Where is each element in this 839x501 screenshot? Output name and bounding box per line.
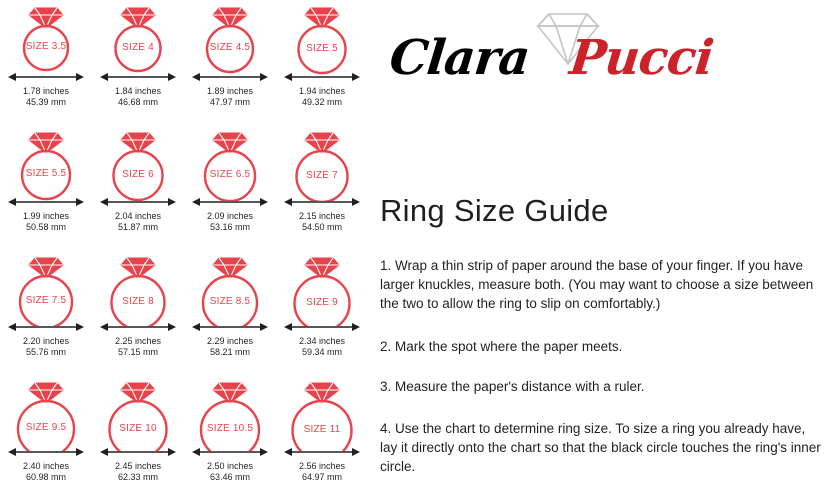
measurement-inches: 2.40 inches bbox=[22, 461, 70, 471]
ring-illustration bbox=[92, 250, 184, 328]
ring-size-cell bbox=[92, 0, 184, 125]
ring-measurement bbox=[92, 336, 184, 358]
ring-measurement bbox=[92, 211, 184, 233]
ring-size-chart bbox=[0, 0, 368, 501]
ring-size-label: SIZE 10 bbox=[119, 422, 157, 434]
measurement-mm: 49.32 mm bbox=[301, 97, 343, 107]
guide-step-3: 3. Measure the paper's distance with a ruler. bbox=[380, 379, 645, 394]
measurement-inches: 2.25 inches bbox=[114, 336, 162, 346]
ring-measurement bbox=[184, 461, 276, 483]
measurement-mm: 59.34 mm bbox=[301, 347, 343, 357]
ring-size-cell bbox=[92, 375, 184, 500]
measurement-mm: 46.68 mm bbox=[117, 97, 159, 107]
diameter-arrow-icon bbox=[0, 195, 92, 207]
measurement-inches: 2.20 inches bbox=[22, 336, 70, 346]
measurement-inches: 2.45 inches bbox=[114, 461, 162, 471]
ring-size-cell bbox=[92, 125, 184, 250]
page-title: Ring Size Guide bbox=[380, 193, 609, 228]
ring-size-label: SIZE 5.5 bbox=[25, 168, 67, 179]
measurement-mm: 47.97 mm bbox=[209, 97, 251, 107]
ring-size-cell bbox=[184, 250, 276, 375]
ring-measurement bbox=[0, 211, 92, 233]
measurement-mm: 60.98 mm bbox=[25, 472, 67, 482]
diameter-arrow-icon bbox=[184, 320, 276, 332]
ring-illustration bbox=[0, 0, 92, 78]
measurement-inches: 1.89 inches bbox=[206, 86, 254, 96]
right-panel bbox=[368, 0, 839, 501]
ring-illustration bbox=[92, 0, 184, 78]
ring-size-label: SIZE 6.5 bbox=[209, 169, 251, 180]
ring-size-cell bbox=[0, 125, 92, 250]
ring-illustration bbox=[276, 375, 368, 453]
measurement-mm: 50.58 mm bbox=[25, 222, 67, 232]
guide-step-2: 2. Mark the spot where the paper meets. bbox=[380, 339, 623, 354]
ring-size-cell bbox=[0, 0, 92, 125]
measurement-inches: 2.29 inches bbox=[206, 336, 254, 346]
ring-size-label: SIZE 10.5 bbox=[206, 423, 254, 434]
ring-illustration bbox=[0, 250, 92, 328]
ring-measurement bbox=[184, 336, 276, 358]
ring-illustration bbox=[276, 250, 368, 328]
measurement-inches: 2.50 inches bbox=[206, 461, 254, 471]
ring-illustration bbox=[184, 375, 276, 453]
ring-size-cell bbox=[184, 125, 276, 250]
ring-measurement bbox=[184, 86, 276, 108]
ring-size-cell bbox=[276, 250, 368, 375]
measurement-mm: 54.50 mm bbox=[301, 222, 343, 232]
measurement-inches: 1.94 inches bbox=[298, 86, 346, 96]
ring-illustration bbox=[276, 125, 368, 203]
ring-size-cell bbox=[0, 375, 92, 500]
ring-measurement bbox=[276, 336, 368, 358]
diameter-arrow-icon bbox=[184, 445, 276, 457]
diameter-arrow-icon bbox=[92, 320, 184, 332]
ring-measurement bbox=[276, 461, 368, 483]
measurement-inches: 2.34 inches bbox=[298, 336, 346, 346]
ring-size-label: SIZE 11 bbox=[303, 423, 341, 435]
measurement-inches: 1.78 inches bbox=[22, 86, 70, 96]
measurement-mm: 63.46 mm bbox=[209, 472, 251, 482]
diameter-arrow-icon bbox=[184, 70, 276, 82]
measurement-mm: 64.97 mm bbox=[301, 472, 343, 482]
guide-step-4: 4. Use the chart to determine ring size. To size a ring you already have, lay it directly onto the chart so that the black circle touches the ring's inner circle. bbox=[380, 421, 821, 474]
ring-illustration bbox=[0, 125, 92, 203]
ring-size-cell bbox=[184, 0, 276, 125]
measurement-mm: 57.15 mm bbox=[117, 347, 159, 357]
ring-size-label: SIZE 8 bbox=[122, 295, 154, 307]
ring-illustration bbox=[0, 375, 92, 453]
diameter-arrow-icon bbox=[0, 445, 92, 457]
diameter-arrow-icon bbox=[276, 320, 368, 332]
measurement-inches: 2.56 inches bbox=[298, 461, 346, 471]
ring-size-label: SIZE 7 bbox=[306, 169, 338, 181]
ring-size-label: SIZE 4.5 bbox=[209, 42, 251, 53]
brand-logo bbox=[378, 6, 778, 101]
diameter-arrow-icon bbox=[276, 70, 368, 82]
ring-illustration bbox=[276, 0, 368, 78]
ring-illustration bbox=[92, 375, 184, 453]
logo-text-clara: Clara bbox=[387, 30, 532, 86]
ring-measurement bbox=[92, 461, 184, 483]
ring-measurement bbox=[92, 86, 184, 108]
measurement-mm: 58.21 mm bbox=[209, 347, 251, 357]
ring-size-label: SIZE 9.5 bbox=[25, 422, 67, 433]
measurement-inches: 1.84 inches bbox=[114, 86, 162, 96]
diameter-arrow-icon bbox=[276, 445, 368, 457]
ring-size-label: SIZE 3.5 bbox=[25, 41, 67, 52]
ring-illustration bbox=[92, 125, 184, 203]
diameter-arrow-icon bbox=[0, 70, 92, 82]
ring-size-cell bbox=[184, 375, 276, 500]
measurement-mm: 62.33 mm bbox=[117, 472, 159, 482]
measurement-mm: 53.16 mm bbox=[209, 222, 251, 232]
measurement-mm: 45.39 mm bbox=[25, 97, 67, 107]
ring-size-cell bbox=[0, 250, 92, 375]
ring-size-label: SIZE 7.5 bbox=[25, 295, 67, 306]
measurement-inches: 2.15 inches bbox=[298, 211, 346, 221]
ring-measurement bbox=[0, 86, 92, 108]
ring-illustration bbox=[184, 0, 276, 78]
ring-size-cell bbox=[276, 0, 368, 125]
measurement-inches: 2.04 inches bbox=[114, 211, 162, 221]
diameter-arrow-icon bbox=[92, 195, 184, 207]
diameter-arrow-icon bbox=[92, 70, 184, 82]
diameter-arrow-icon bbox=[184, 195, 276, 207]
ring-size-cell bbox=[92, 250, 184, 375]
measurement-mm: 51.87 mm bbox=[117, 222, 159, 232]
guide-step-1: 1. Wrap a thin strip of paper around the base of your finger. If you have larger knuckles, measure both. (You may want to choose a size between the two to allow the ring to slip on comfortably.) bbox=[380, 258, 814, 311]
measurement-inches: 1.99 inches bbox=[22, 211, 70, 221]
measurement-mm: 55.76 mm bbox=[25, 347, 67, 357]
ring-size-cell bbox=[276, 375, 368, 500]
ring-size-label: SIZE 8.5 bbox=[209, 296, 251, 307]
ring-illustration bbox=[184, 250, 276, 328]
logo-text-pucci: Pucci bbox=[567, 30, 716, 86]
ring-illustration bbox=[184, 125, 276, 203]
measurement-inches: 2.09 inches bbox=[206, 211, 254, 221]
ring-measurement bbox=[0, 336, 92, 358]
ring-measurement bbox=[0, 461, 92, 483]
ring-measurement bbox=[184, 211, 276, 233]
ring-size-label: SIZE 4 bbox=[122, 41, 154, 53]
ring-measurement bbox=[276, 211, 368, 233]
ring-size-label: SIZE 6 bbox=[122, 168, 154, 180]
diameter-arrow-icon bbox=[0, 320, 92, 332]
ring-size-label: SIZE 9 bbox=[306, 296, 338, 308]
diameter-arrow-icon bbox=[276, 195, 368, 207]
ring-measurement bbox=[276, 86, 368, 108]
ring-size-cell bbox=[276, 125, 368, 250]
ring-size-label: SIZE 5 bbox=[306, 42, 338, 54]
diameter-arrow-icon bbox=[92, 445, 184, 457]
